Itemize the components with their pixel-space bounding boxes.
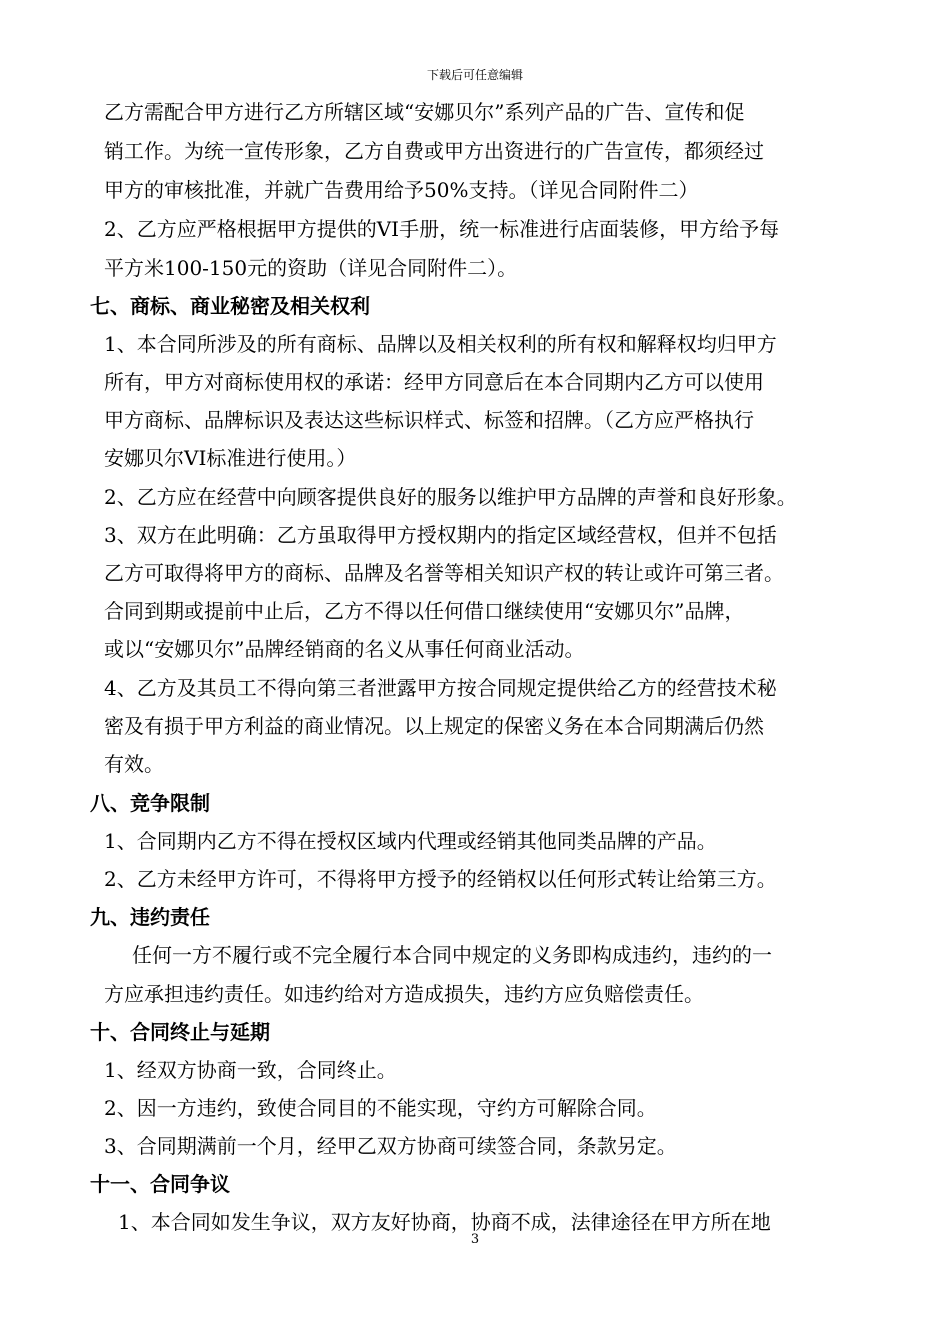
paragraph-line: 方应承担违约责任。如违约给对方造成损失，违约方应负赔偿责任。 — [104, 982, 704, 1006]
section-heading-9: 九、违约责任 — [90, 905, 210, 929]
paragraph-line: 乙方可取得将甲方的商标、品牌及名誉等相关知识产权的转让或许可第三者。 — [104, 561, 784, 585]
paragraph-line: 1、本合同所涉及的所有商标、品牌以及相关权利的所有权和解释权均归甲方 — [104, 332, 777, 356]
paragraph-line: 销工作。为统一宣传形象，乙方自费或甲方出资进行的广告宣传，都须经过 — [104, 139, 764, 163]
paragraph-line: 3、双方在此明确：乙方虽取得甲方授权期内的指定区域经营权，但并不包括 — [104, 523, 777, 547]
paragraph-line: 1、经双方协商一致，合同终止。 — [104, 1058, 397, 1082]
page-header: 下载后可任意编辑 — [426, 68, 523, 82]
paragraph-line: 1、合同期内乙方不得在授权区域内代理或经销其他同类品牌的产品。 — [104, 829, 717, 853]
paragraph-line: 2、因一方违约，致使合同目的不能实现，守约方可解除合同。 — [104, 1096, 657, 1120]
section-heading-8: 八、竞争限制 — [90, 791, 210, 815]
paragraph-line: 2、乙方未经甲方许可，不得将甲方授予的经销权以任何形式转让给第三方。 — [104, 867, 777, 891]
paragraph-line: 甲方的审核批准，并就广告费用给予50%支持。（详见合同附件二） — [104, 178, 699, 202]
paragraph-line: 3、合同期满前一个月，经甲乙双方协商可续签合同，条款另定。 — [104, 1134, 677, 1158]
paragraph-line: 平方米100-150元的资助（详见合同附件二）。 — [104, 256, 518, 280]
paragraph-line: 2、乙方应严格根据甲方提供的VI手册，统一标准进行店面装修，甲方给予每 — [104, 217, 780, 241]
paragraph-line: 任何一方不履行或不完全履行本合同中规定的义务即构成违约，违约的一 — [132, 943, 772, 967]
section-heading-11: 十一、合同争议 — [90, 1172, 230, 1196]
paragraph-line: 所有，甲方对商标使用权的承诺：经甲方同意后在本合同期内乙方可以使用 — [104, 370, 764, 394]
paragraph-line: 2、乙方应在经营中向顾客提供良好的服务以维护甲方品牌的声誉和良好形象。 — [104, 485, 797, 509]
paragraph-line: 密及有损于甲方利益的商业情况。以上规定的保密义务在本合同期满后仍然 — [104, 714, 764, 738]
section-heading-7: 七、商标、商业秘密及相关权利 — [90, 294, 370, 318]
section-heading-10: 十、合同终止与延期 — [90, 1020, 270, 1044]
paragraph-line: 安娜贝尔VI标准进行使用。） — [104, 446, 357, 470]
paragraph-line: 合同到期或提前中止后，乙方不得以任何借口继续使用“安娜贝尔”品牌， — [104, 599, 745, 623]
paragraph-line: 甲方商标、品牌标识及表达这些标识样式、标签和招牌。（乙方应严格执行 — [104, 408, 754, 432]
paragraph-line: 4、乙方及其员工不得向第三者泄露甲方按合同规定提供给乙方的经营技术秘 — [104, 676, 777, 700]
page-number: 3 — [470, 1232, 480, 1247]
paragraph-line: 乙方需配合甲方进行乙方所辖区域“安娜贝尔”系列产品的广告、宣传和促 — [104, 100, 745, 124]
paragraph-line: 或以“安娜贝尔”品牌经销商的名义从事任何商业活动。 — [104, 637, 585, 661]
paragraph-line: 1、本合同如发生争议，双方友好协商，协商不成，法律途径在甲方所在地 — [118, 1210, 771, 1234]
paragraph-line: 有效。 — [104, 752, 164, 776]
